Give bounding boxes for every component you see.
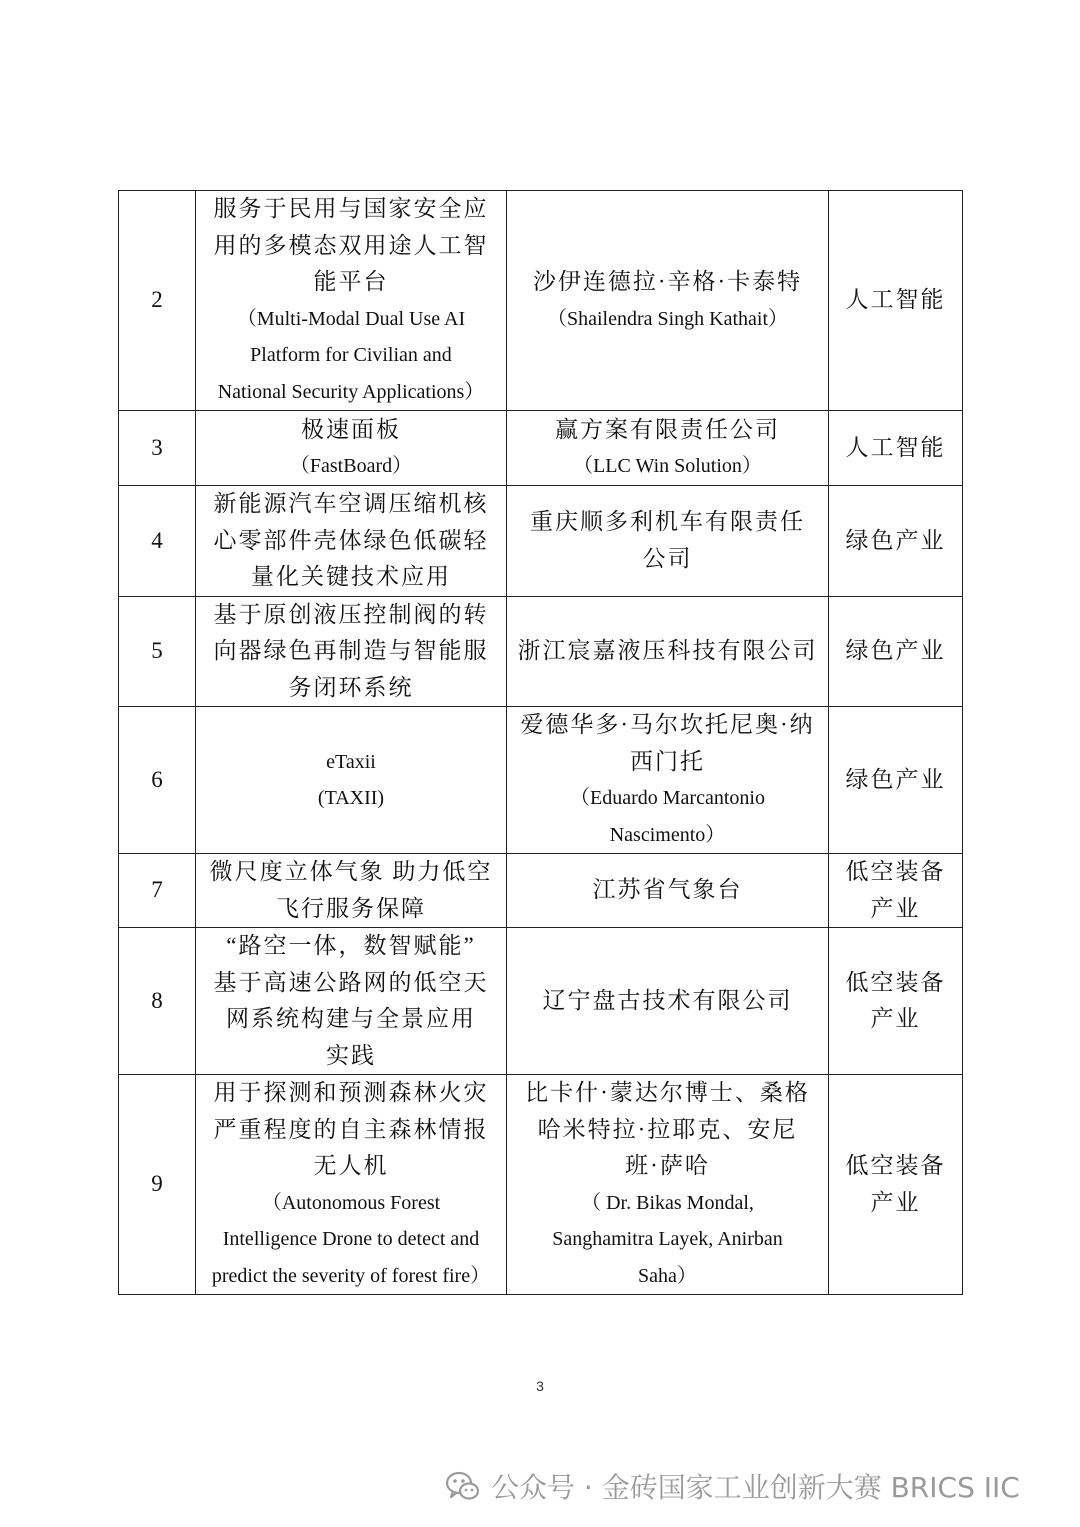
category-line: 产业 bbox=[870, 1006, 921, 1031]
project-name-line: （FastBoard） bbox=[289, 455, 413, 477]
applicant-line: 公司 bbox=[642, 545, 693, 571]
project-name-line: 极速面板 bbox=[301, 416, 401, 442]
project-name-line: 能平台 bbox=[313, 269, 389, 294]
table-row bbox=[119, 596, 963, 707]
project-name-line: 用于探测和预测森林火灾 bbox=[213, 1080, 489, 1105]
project-name-line: （Autonomous Forest bbox=[261, 1191, 441, 1214]
project-name-line: 新能源汽车空调压缩机核 bbox=[213, 491, 489, 516]
category-line: 绿色产业 bbox=[845, 766, 946, 792]
category-line: 低空装备 bbox=[845, 859, 946, 884]
category-line: 低空装备 bbox=[845, 969, 946, 995]
applicant-line: （Eduardo Marcantonio bbox=[570, 787, 765, 809]
applicant-cell bbox=[507, 596, 829, 707]
applicant-line: Saha） bbox=[638, 1264, 697, 1287]
row-number-cell: 7 bbox=[119, 854, 196, 928]
applicant-line: 浙江宸嘉液压科技有限公司 bbox=[517, 638, 818, 663]
applicant-cell bbox=[507, 854, 829, 928]
applicant-line: （LLC Win Solution） bbox=[573, 455, 762, 477]
table-row bbox=[119, 1075, 963, 1295]
project-name-line: “路空一体，数智赋能” bbox=[226, 933, 476, 958]
applicant-line: 哈米特拉·拉耶克、安尼 bbox=[537, 1116, 798, 1142]
category-line: 绿色产业 bbox=[845, 638, 946, 663]
applicant-line: 班·萨哈 bbox=[625, 1153, 710, 1178]
project-name-line: 基于原创液压控制阀的转 bbox=[213, 601, 489, 627]
project-name-line: 心零部件壳体绿色低碳轻 bbox=[213, 527, 489, 553]
category-cell bbox=[829, 928, 963, 1075]
category-line: 绿色产业 bbox=[845, 527, 946, 553]
applicant-line: Nascimento） bbox=[609, 823, 726, 846]
project-name-line: 网系统构建与全景应用 bbox=[226, 1006, 476, 1031]
project-name-line: 飞行服务保障 bbox=[276, 895, 426, 921]
category-cell bbox=[829, 411, 963, 486]
project-name-cell bbox=[196, 928, 507, 1075]
row-number-cell: 9 bbox=[119, 1075, 196, 1295]
row-number-cell: 6 bbox=[119, 707, 196, 854]
project-name-cell bbox=[196, 707, 507, 854]
project-name-cell bbox=[196, 191, 507, 411]
project-name-cell bbox=[196, 411, 507, 486]
project-name-line: 用的多模态双用途人工智 bbox=[213, 232, 489, 258]
category-cell bbox=[829, 596, 963, 707]
row-number-cell: 2 bbox=[119, 191, 196, 411]
applicant-cell bbox=[507, 1075, 829, 1295]
category-cell bbox=[829, 486, 963, 597]
watermark-text: 公众号 · 金砖国家工业创新大赛 BRICS IIC bbox=[491, 1471, 1020, 1504]
project-name-line: National Security Applications） bbox=[217, 380, 485, 403]
table-row bbox=[119, 854, 963, 928]
table-row bbox=[119, 707, 963, 854]
project-name-line: eTaxii bbox=[326, 750, 376, 773]
applicant-line: 比卡什·蒙达尔博士、桑格 bbox=[525, 1080, 810, 1105]
project-name-line: 服务于民用与国家安全应 bbox=[213, 196, 489, 221]
applicant-line: 辽宁盘古技术有限公司 bbox=[542, 987, 793, 1013]
applicant-line: 西门托 bbox=[630, 748, 705, 774]
category-cell bbox=[829, 191, 963, 411]
category-line: 产业 bbox=[870, 895, 921, 921]
category-line: 产业 bbox=[870, 1189, 921, 1215]
applicant-line: 重庆顺多利机车有限责任 bbox=[530, 509, 805, 535]
project-name-line: （Multi-Modal Dual Use AI bbox=[236, 307, 466, 330]
category-cell bbox=[829, 854, 963, 928]
category-cell bbox=[829, 707, 963, 854]
page-number: 3 bbox=[536, 1378, 544, 1394]
applicant-line: 爱德华多·马尔坎托尼奥·纳 bbox=[520, 712, 815, 737]
applicant-line: Sanghamitra Layek, Anirban bbox=[552, 1228, 783, 1250]
project-name-cell bbox=[196, 486, 507, 597]
project-name-line: 务闭环系统 bbox=[288, 674, 414, 700]
applicant-line: （ Dr. Bikas Mondal, bbox=[581, 1191, 754, 1214]
project-name-line: (TAXII) bbox=[317, 787, 385, 809]
category-line: 人工智能 bbox=[845, 287, 946, 313]
project-name-line: 实践 bbox=[326, 1042, 376, 1068]
project-name-line: predict the severity of forest fire） bbox=[211, 1264, 491, 1287]
applicant-line: 江苏省气象台 bbox=[592, 877, 743, 903]
row-number-cell: 4 bbox=[119, 486, 196, 597]
row-number-cell: 3 bbox=[119, 411, 196, 486]
project-name-line: 微尺度立体气象 助力低空 bbox=[209, 859, 493, 884]
project-name-line: 基于高速公路网的低空天 bbox=[213, 969, 489, 995]
watermark bbox=[445, 1466, 1020, 1506]
project-name-cell bbox=[196, 1075, 507, 1295]
project-name-line: Intelligence Drone to detect and bbox=[222, 1228, 480, 1250]
applicant-line: 赢方案有限责任公司 bbox=[555, 416, 780, 442]
applicant-cell bbox=[507, 411, 829, 486]
applicant-cell bbox=[507, 928, 829, 1075]
applicant-cell bbox=[507, 707, 829, 854]
project-table bbox=[118, 190, 963, 1295]
project-name-line: 无人机 bbox=[313, 1153, 389, 1178]
category-line: 人工智能 bbox=[845, 434, 946, 460]
table-body bbox=[119, 191, 963, 1295]
table-row bbox=[119, 486, 963, 597]
applicant-cell bbox=[507, 486, 829, 597]
project-name-line: 向器绿色再制造与智能服 bbox=[213, 638, 489, 663]
row-number-cell: 5 bbox=[119, 596, 196, 707]
category-line: 低空装备 bbox=[845, 1153, 946, 1178]
table-row bbox=[119, 928, 963, 1075]
project-name-cell bbox=[196, 854, 507, 928]
project-name-line: Platform for Civilian and bbox=[250, 344, 452, 366]
table-row bbox=[119, 191, 963, 411]
applicant-line: （Shailendra Singh Kathait） bbox=[546, 307, 789, 330]
category-cell bbox=[829, 1075, 963, 1295]
applicant-cell bbox=[507, 191, 829, 411]
project-name-line: 严重程度的自主森林情报 bbox=[213, 1116, 489, 1142]
wechat-icon bbox=[445, 1468, 481, 1504]
project-name-cell bbox=[196, 596, 507, 707]
project-name-line: 量化关键技术应用 bbox=[251, 564, 451, 589]
row-number-cell: 8 bbox=[119, 928, 196, 1075]
table-row bbox=[119, 411, 963, 486]
applicant-line: 沙伊连德拉·辛格·卡泰特 bbox=[532, 269, 803, 294]
